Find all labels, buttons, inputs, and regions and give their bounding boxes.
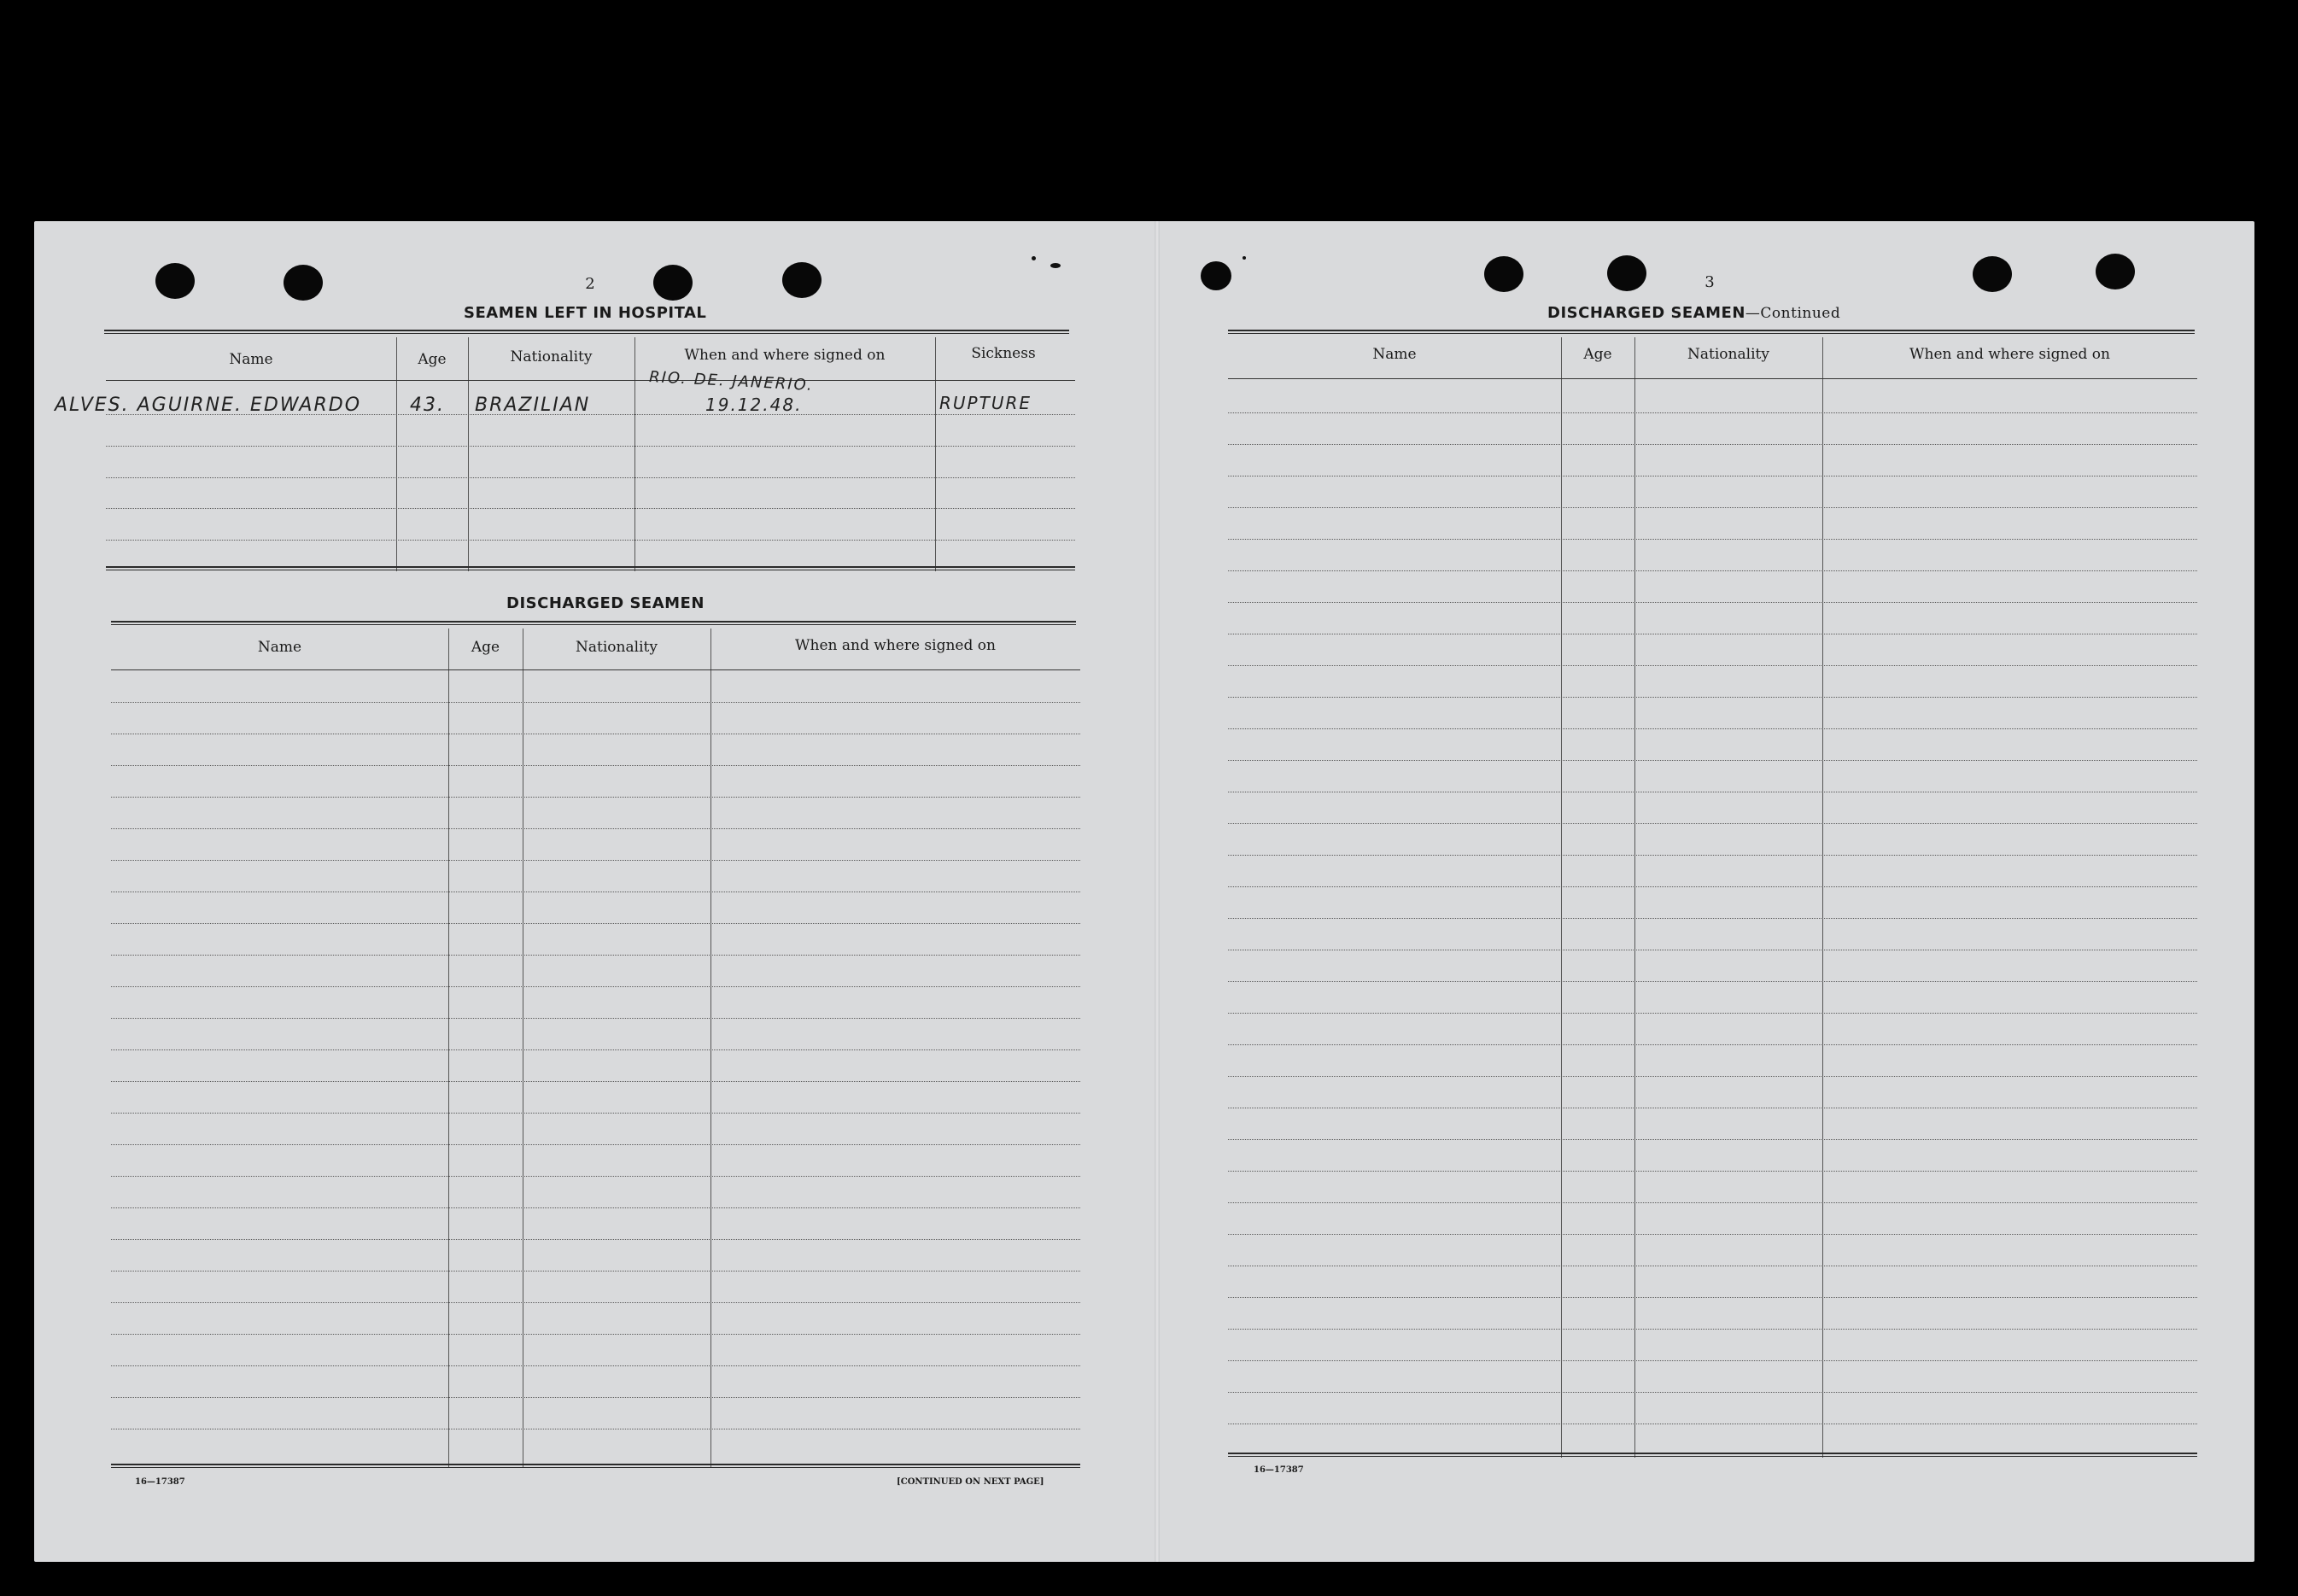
column-header-nationality: Nationality (510, 348, 593, 365)
entry-line (106, 540, 1075, 541)
entry-line (111, 986, 1080, 987)
entry-line (1228, 539, 2197, 540)
entry-line (1228, 1013, 2197, 1014)
entry-line (106, 477, 1075, 478)
entry-line (1228, 1329, 2197, 1330)
entry-line (111, 1081, 1080, 1082)
entry-line (111, 1018, 1080, 1019)
column-header-name: Name (1372, 346, 1417, 363)
continued-note: [CONTINUED ON NEXT PAGE] (897, 1477, 1044, 1487)
column-divider (468, 337, 469, 571)
entry-line (1228, 1234, 2197, 1235)
entry-line (111, 828, 1080, 829)
column-header-signed-on: When and where signed on (795, 637, 996, 654)
punch-hole (1973, 256, 2012, 292)
punch-hole (1201, 261, 1231, 290)
entry-line (1228, 412, 2197, 413)
entry-line (111, 1239, 1080, 1240)
header-rule (1228, 378, 2197, 379)
ink-speck (1050, 263, 1061, 268)
continued-top-rule (1228, 330, 2195, 334)
entry-line (111, 702, 1080, 703)
entry-line (111, 1113, 1080, 1114)
page-number-right: 3 (1704, 273, 1715, 291)
entry-line (1228, 760, 2197, 761)
column-divider (935, 337, 936, 571)
discharged-bottom-rule (111, 1464, 1080, 1468)
column-header-age: Age (418, 351, 447, 368)
entry-line (1228, 1392, 2197, 1393)
handwritten-signed-on-place: RIO. DE. JANERIO. (648, 367, 815, 395)
column-divider (634, 337, 635, 571)
header-rule (106, 380, 1075, 381)
entry-line (1228, 665, 2197, 666)
column-header-age: Age (471, 639, 500, 656)
continued-bottom-rule (1228, 1453, 2197, 1457)
column-header-signed-on: When and where signed on (1909, 346, 2110, 363)
handwritten-name: ALVES. AGUIRNE. EDWARDO (55, 395, 362, 416)
entry-line (1228, 1139, 2197, 1140)
entry-line (1228, 823, 2197, 824)
discharged-section-title: DISCHARGED SEAMEN (506, 594, 705, 612)
entry-line (1228, 1076, 2197, 1077)
entry-line (1228, 697, 2197, 698)
page-number-left: 2 (585, 275, 595, 293)
entry-line (111, 1176, 1080, 1177)
column-header-nationality: Nationality (576, 639, 658, 656)
punch-hole (653, 265, 693, 301)
entry-line (111, 1207, 1080, 1208)
entry-line (111, 955, 1080, 956)
continued-title-suffix: —Continued (1745, 305, 1841, 322)
punch-hole (782, 262, 822, 298)
column-header-name: Name (229, 351, 273, 368)
entry-line (1228, 855, 2197, 856)
entry-line (111, 1049, 1080, 1050)
entry-line (1228, 918, 2197, 919)
entry-line (111, 860, 1080, 861)
discharged-continued-table (1228, 337, 2197, 1461)
entry-line (111, 1302, 1080, 1303)
entry-line (111, 923, 1080, 924)
punch-hole (1607, 255, 1646, 291)
entry-line (111, 765, 1080, 766)
page-fold (1155, 221, 1160, 1562)
hospital-top-rule (104, 330, 1069, 334)
column-divider (1822, 337, 1823, 1458)
column-divider (1634, 337, 1635, 1458)
entry-line (106, 446, 1075, 447)
entry-line (1228, 728, 2197, 729)
hospital-table (106, 337, 1075, 575)
entry-line (111, 1144, 1080, 1145)
entry-line (1228, 1360, 2197, 1361)
form-code-right: 16—17387 (1254, 1465, 1304, 1475)
column-divider (710, 628, 711, 1467)
entry-line (106, 508, 1075, 509)
form-code-left: 16—17387 (135, 1477, 185, 1487)
entry-line (1228, 570, 2197, 571)
punch-hole (284, 265, 323, 301)
column-divider (396, 337, 397, 571)
entry-line (1228, 981, 2197, 982)
entry-line (111, 1397, 1080, 1398)
handwritten-signed-on-date: 19.12.48. (705, 395, 803, 415)
discharged-top-rule (111, 621, 1076, 625)
ink-speck (1243, 256, 1246, 260)
hospital-section-title: SEAMEN LEFT IN HOSPITAL (464, 304, 707, 322)
entry-line (1228, 444, 2197, 445)
column-divider (1561, 337, 1562, 1458)
punch-hole (1484, 256, 1523, 292)
ink-speck (1032, 256, 1036, 260)
punch-hole (155, 263, 195, 299)
column-header-name: Name (257, 639, 302, 656)
continued-title-main: DISCHARGED SEAMEN (1547, 304, 1745, 322)
entry-line (111, 797, 1080, 798)
entry-line (111, 1271, 1080, 1272)
entry-line (1228, 886, 2197, 887)
entry-line (1228, 602, 2197, 603)
handwritten-sickness: RUPTURE (939, 393, 1032, 413)
header-rule (111, 669, 1080, 670)
entry-line (111, 1334, 1080, 1335)
continued-section-title (1547, 304, 1840, 322)
discharged-table (111, 628, 1080, 1469)
entry-line (111, 1365, 1080, 1366)
entry-line (1228, 507, 2197, 508)
handwritten-nationality: BRAZILIAN (475, 395, 591, 416)
column-header-signed-on: When and where signed on (684, 347, 886, 364)
hospital-bottom-rule (106, 566, 1075, 570)
entry-line (1228, 1044, 2197, 1045)
column-header-age: Age (1583, 346, 1612, 363)
handwritten-age: 43. (410, 395, 445, 416)
punch-hole (2096, 254, 2135, 289)
entry-line (1228, 1171, 2197, 1172)
column-divider (448, 628, 449, 1467)
entry-line (1228, 1202, 2197, 1203)
column-header-sickness: Sickness (971, 345, 1036, 362)
entry-line (1228, 1297, 2197, 1298)
column-header-nationality: Nationality (1687, 346, 1769, 363)
